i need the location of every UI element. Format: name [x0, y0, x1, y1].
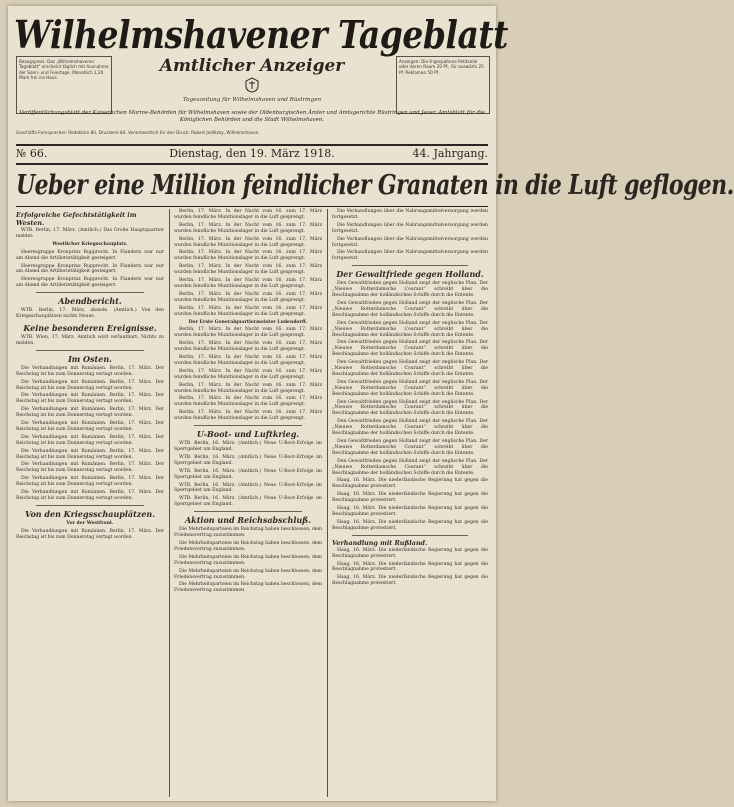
article-text: Die Verhandlungen mit Rumänien. Berlin, 17. März. Der Reichstag ist bis zum Donnerstag vertagt worden.	[16, 528, 164, 540]
article-text: Die Verhandlungen mit Rumänien. Berlin, 17. März. Der Reichstag ist bis zum Donnerstag vertagt worden.	[16, 421, 164, 432]
article-heading: Der Gewaltfriede gegen Holland.	[336, 269, 484, 280]
article-text: Berlin, 17. März. In der Nacht vom 16. zum 17. März wurden feindliche Munitionslager in die Luft gesprengt.	[174, 355, 322, 366]
article-text: Die Verhandlungen über die Nahrungsmittelversorgung werden fortgesetzt.	[332, 236, 488, 248]
subtitle-text: Amtlicher Anzeiger	[159, 56, 345, 76]
article-text: Die Mehrheitsparteien im Reichstag haben beschlossen, dem Friedensvertrag zuzustimmen.	[174, 554, 322, 566]
article-text: Berlin, 17. März. In der Nacht vom 16. zum 17. März wurden feindliche Munitionslager in die Luft gesprengt.	[174, 396, 322, 408]
issue-number: № 66.	[16, 147, 48, 160]
official-notice: Veröffentlichungsblatt der Kaiserlichen Marine-Behörden für Wilhelmshaven sowie der Oldenburgischen Ämter und Amtsgerichte Rüstringen und Jever. Amtsblatt für die Königlichen Behörden und die Stadt Wilhelmshaven.	[19, 110, 485, 123]
article-text: Berlin, 17. März. In der Nacht vom 16. zum 17. März wurden feindliche Munitionslager in die Luft gesprengt.	[174, 341, 322, 353]
article-heading: Im Osten.	[68, 353, 112, 364]
column-divider	[169, 209, 170, 797]
article-text: WTB. Berlin, 16. März. (Amtlich.) Neue U-Boot-Erfolge im Sperrgebiet um England.	[174, 454, 322, 466]
article-text: Haag, 16. März. Die niederländische Regierung hat gegen die Beschlagnahme protestiert.	[332, 506, 488, 517]
article-text: Den Gewaltfrieden gegen Holland zeigt der englische Plan. Der „Nieuwe Rotterdamsche Courant“ schreibt über die Beschlagnahme der holländischen Schiffe durch die Entente.	[332, 439, 488, 456]
article-text: Berlin, 17. März. In der Nacht vom 16. zum 17. März wurden feindliche Munitionslager in die Luft gesprengt.	[174, 291, 322, 303]
article-text: Den Gewaltfrieden gegen Holland zeigt der englische Plan. Der „Nieuwe Rotterdamsche Courant“ schreibt über die Beschlagnahme der holländischen Schiffe durch die Entente.	[332, 340, 488, 358]
article-text: Berlin, 17. März. In der Nacht vom 16. zum 17. März wurden feindliche Munitionslager in die Luft gesprengt.	[174, 382, 322, 394]
article-text: Den Gewaltfrieden gegen Holland zeigt der englische Plan. Der „Nieuwe Rotterdamsche Courant“ schreibt über die Beschlagnahme der holländischen Schiffe durch die Entente.	[332, 399, 488, 417]
article-text: Berlin, 17. März. In der Nacht vom 16. zum 17. März wurden feindliche Munitionslager in die Luft gesprengt.	[174, 368, 322, 380]
divider	[194, 511, 302, 512]
article-text: Berlin, 17. März. In der Nacht vom 16. zum 17. März wurden feindliche Munitionslager in die Luft gesprengt.	[174, 209, 322, 220]
article-text: Den Gewaltfrieden gegen Holland zeigt der englische Plan. Der „Nieuwe Rotterdamsche Courant“ schreibt über die Beschlagnahme der holländischen Schiffe durch die Entente.	[332, 379, 488, 397]
article-text: Die Mehrheitsparteien im Reichstag haben beschlossen, dem Friedensvertrag zuzustimmen.	[174, 582, 322, 594]
masthead-subtitle	[112, 56, 392, 76]
article-text: Die Verhandlungen über die Nahrungsmittelversorgung werden fortgesetzt.	[332, 209, 488, 220]
article-text: Berlin, 17. März. In der Nacht vom 16. zum 17. März wurden feindliche Munitionslager in die Luft gesprengt.	[174, 222, 322, 234]
divider	[16, 206, 488, 207]
section-heading: Westlicher Kriegsschauplatz.	[52, 241, 128, 247]
masthead-subtitle-block	[112, 56, 392, 104]
newspaper-page	[8, 6, 734, 801]
article-text: Den Gewaltfrieden gegen Holland zeigt der englische Plan. Der „Nieuwe Rotterdamsche Courant“ schreibt über die Beschlagnahme der holländischen Schiffe durch die Entente.	[332, 281, 488, 299]
article-text: Die Mehrheitsparteien im Reichstag haben beschlossen, dem Friedensvertrag zuzustimmen.	[174, 568, 322, 580]
article-text: WTB. Berlin, 17. März, abends. (Amtlich.) Von den Kriegsschauplätzen nichts Neues.	[16, 308, 164, 320]
article-text: Berlin, 17. März. In der Nacht vom 16. zum 17. März wurden feindliche Munitionslager in die Luft gesprengt.	[174, 250, 322, 262]
column-2	[174, 209, 322, 797]
column-divider	[327, 209, 328, 797]
article-text: Die Verhandlungen mit Rumänien. Berlin, 17. März. Der Reichstag ist bis zum Donnerstag vertagt worden.	[16, 407, 164, 419]
article-text: Die Verhandlungen über die Nahrungsmittelversorgung werden fortgesetzt.	[332, 222, 488, 234]
article-text: Berlin, 17. März. In der Nacht vom 16. zum 17. März wurden feindliche Munitionslager in die Luft gesprengt.	[174, 264, 322, 276]
divider	[36, 292, 144, 293]
article-text: WTB. Berlin, 16. März. (Amtlich.) Neue U-Boot-Erfolge im Sperrgebiet um England.	[174, 441, 322, 452]
article-text: Die Verhandlungen mit Rumänien. Berlin, 17. März. Der Reichstag ist bis zum Donnerstag vertagt worden.	[16, 462, 164, 474]
article-heading: Keine besonderen Ereignisse.	[23, 322, 157, 333]
dateline	[16, 146, 488, 162]
article-text: Berlin, 17. März. In der Nacht vom 16. zum 17. März wurden feindliche Munitionslager in die Luft gesprengt.	[174, 305, 322, 317]
article-text: Die Verhandlungen mit Rumänien. Berlin, 17. März. Der Reichstag ist bis zum Donnerstag vertagt worden.	[16, 490, 164, 501]
advertising-rates-box: Anzeigen: Die 6-gespaltene Petitzeile oder deren Raum 20 Pf., für auswärts 25 Pf. Reklamen 50 Pf.	[396, 56, 490, 114]
masthead-tagline: Tageszeitung für Wilhelmshaven und Rüstringen	[182, 96, 322, 103]
article-heading: Von den Kriegsschauplätzen.	[24, 508, 156, 519]
article-text: Haag, 16. März. Die niederländische Regierung hat gegen die Beschlagnahme protestiert.	[332, 492, 488, 504]
subscription-box: Bezugspreis: Das „Wilhelmshavener Tageblatt“ erscheint täglich mit Ausnahme der Sonn- und Feiertage. Monatlich 1,20 Mark frei ins Haus.	[16, 56, 112, 114]
article-text: Heeresgruppe Kronprinz Rupprecht. In Flandern war nur am Abend die Artillerietätigkeit gesteigert.	[16, 263, 164, 275]
masthead-title: Wilhelmshavener Tageblatt	[14, 12, 508, 58]
article-text: Haag, 16. März. Die niederländische Regierung hat gegen die Beschlagnahme protestiert.	[332, 547, 488, 559]
article-text: Berlin, 17. März. In der Nacht vom 16. zum 17. März wurden feindliche Munitionslager in die Luft gesprengt.	[174, 410, 322, 422]
article-text: Die Verhandlungen mit Rumänien. Berlin, 17. März. Der Reichstag ist bis zum Donnerstag vertagt worden.	[16, 393, 164, 405]
article-text: Die Mehrheitsparteien im Reichstag haben beschlossen, dem Friedensvertrag zuzustimmen.	[174, 540, 322, 552]
article-text: Heeresgruppe Kronprinz Rupprecht. In Flandern war nur am Abend die Artillerietätigkeit gesteigert.	[16, 249, 164, 261]
article-text: Heeresgruppe Kronprinz Rupprecht. In Flandern war nur am Abend die Artillerietätigkeit gesteigert.	[16, 277, 164, 289]
article-text: Haag, 16. März. Die niederländische Regierung hat gegen die Beschlagnahme protestiert.	[332, 519, 488, 531]
signature-line: Der Erste Generalquartiermeister Ludendorff.	[188, 319, 308, 325]
main-headline: Ueber eine Million feindlicher Granaten in die Luft geflogen.	[16, 168, 734, 202]
article-text: Die Verhandlungen mit Rumänien. Berlin, 17. März. Der Reichstag ist bis zum Donnerstag vertagt worden.	[16, 379, 164, 391]
article-text: Berlin, 17. März. In der Nacht vom 16. zum 17. März wurden feindliche Munitionslager in die Luft gesprengt.	[174, 236, 322, 248]
article-heading: U-Boot- und Luftkrieg.	[196, 429, 300, 440]
article-text: WTB. Berlin, 16. März. (Amtlich.) Neue U-Boot-Erfolge im Sperrgebiet um England.	[174, 482, 322, 494]
article-text: WTB. Wien, 17. März. Amtlich wird verlautbart: Nichts zu melden.	[16, 334, 164, 346]
article-text: Die Verhandlungen mit Rumänien. Berlin, 17. März. Der Reichstag ist bis zum Donnerstag vertagt worden.	[16, 476, 164, 488]
article-text: WTB. Berlin, 17. März. (Amtlich.) Das Große Hauptquartier meldet:	[16, 228, 164, 239]
issue-date: Dienstag, den 19. März 1918.	[169, 147, 335, 160]
column-3	[332, 209, 488, 797]
coat-of-arms-icon	[244, 77, 260, 97]
divider	[194, 425, 302, 426]
article-text: Haag, 16. März. Die niederländische Regierung hat gegen die Beschlagnahme protestiert.	[332, 561, 488, 573]
article-text: Die Verhandlungen mit Rumänien. Berlin, 17. März. Der Reichstag ist bis zum Donnerstag vertagt worden.	[16, 448, 164, 460]
article-text: Haag, 16. März. Die niederländische Regierung hat gegen die Beschlagnahme protestiert.	[332, 575, 488, 587]
article-text: Den Gewaltfrieden gegen Holland zeigt der englische Plan. Der „Nieuwe Rotterdamsche Courant“ schreibt über die Beschlagnahme der holländischen Schiffe durch die Entente.	[332, 300, 488, 318]
article-text: Die Mehrheitsparteien im Reichstag haben beschlossen, dem Friedensvertrag zuzustimmen.	[174, 527, 322, 539]
article-heading: Abendbericht.	[58, 296, 122, 307]
divider	[36, 505, 144, 506]
column-1	[16, 209, 164, 797]
publisher-info: Geschäfts-Fernsprecher: Redaktion 80, Druckerei 84. Verantwortlich für den Druck: Robert Jedlitzky, Wilhelmshaven.	[16, 130, 260, 135]
article-heading: Aktion und Reichsabschluß.	[184, 515, 312, 526]
article-text: WTB. Berlin, 16. März. (Amtlich.) Neue U-Boot-Erfolge im Sperrgebiet um England.	[174, 496, 322, 508]
divider	[352, 265, 468, 266]
article-text: Die Verhandlungen mit Rumänien. Berlin, 17. März. Der Reichstag ist bis zum Donnerstag vertagt worden.	[16, 365, 164, 377]
divider	[36, 350, 144, 351]
article-text: Den Gewaltfrieden gegen Holland zeigt der englische Plan. Der „Nieuwe Rotterdamsche Courant“ schreibt über die Beschlagnahme der holländischen Schiffe durch die Entente.	[332, 419, 488, 437]
article-text: Die Verhandlungen mit Rumänien. Berlin, 17. März. Der Reichstag ist bis zum Donnerstag vertagt worden.	[16, 434, 164, 446]
article-text: Den Gewaltfrieden gegen Holland zeigt der englische Plan. Der „Nieuwe Rotterdamsche Courant“ schreibt über die Beschlagnahme der holländischen Schiffe durch die Entente.	[332, 360, 488, 377]
divider	[352, 535, 468, 536]
article-heading: Verhandlung mit Rußland.	[332, 538, 428, 547]
article-text: Die Verhandlungen über die Nahrungsmittelversorgung werden fortgesetzt.	[332, 250, 488, 262]
article-heading: Erfolgreiche Gefechtstätigkeit im Westen.	[16, 211, 137, 227]
section-heading: Vor der Westfront.	[66, 520, 114, 526]
article-text: WTB. Berlin, 16. März. (Amtlich.) Neue U-Boot-Erfolge im Sperrgebiet um England.	[174, 468, 322, 480]
article-text: Berlin, 17. März. In der Nacht vom 16. zum 17. März wurden feindliche Munitionslager in die Luft gesprengt.	[174, 278, 322, 289]
article-text: Den Gewaltfrieden gegen Holland zeigt der englische Plan. Der „Nieuwe Rotterdamsche Courant“ schreibt über die Beschlagnahme der holländischen Schiffe durch die Entente.	[332, 320, 488, 338]
article-text: Berlin, 17. März. In der Nacht vom 16. zum 17. März wurden feindliche Munitionslager in die Luft gesprengt.	[174, 327, 322, 339]
article-text: Den Gewaltfrieden gegen Holland zeigt der englische Plan. Der „Nieuwe Rotterdamsche Courant“ schreibt über die Beschlagnahme der holländischen Schiffe durch die Entente.	[332, 458, 488, 476]
article-text: Haag, 16. März. Die niederländische Regierung hat gegen die Beschlagnahme protestiert.	[332, 478, 488, 490]
volume-year: 44. Jahrgang.	[412, 147, 488, 160]
